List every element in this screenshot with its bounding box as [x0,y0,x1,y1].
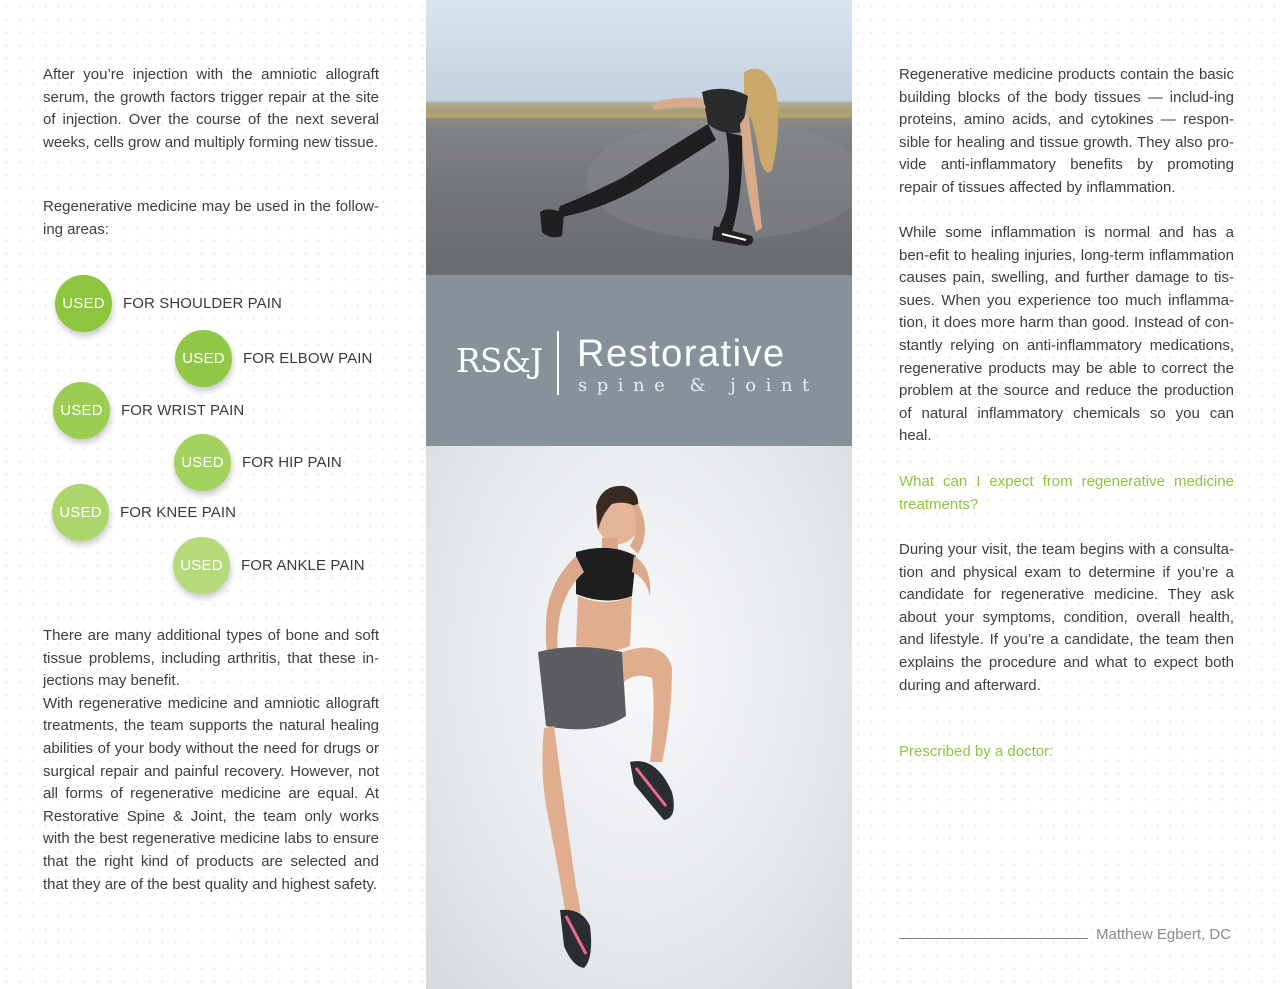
visit-paragraph: During your visit, the team begins with a consulta-tion and physical exam to determine if you’re a candidate for regenerative medicine. They ask about your symptoms, condition, overall health, and lifestyle. If you’re a candidate, the team then explains the procedure and what to expect both during and afterward. [899,541,1234,694]
lunge-photo [426,0,852,275]
faq-question: What can I expect from regenerative medicine treatments? [899,473,1234,513]
jumping-athlete-image [426,446,852,989]
additional-paragraph-2: With regenerative medicine and amniotic allograft treatments, the team supports the natural healing abilities of your body without the need for drugs or surgical repair and painful recovery. However, not all forms of regenerative medicine are equal. At Restorative Spine & Joint, the team only works with the best regenerative medicine labs to ensure that the right kind of products are selected and that they are of the best quality and highest safety. [43,694,379,893]
use-badge: USED [52,484,109,541]
use-badge: USED [174,434,231,491]
use-label: FOR WRIST PAIN [121,402,245,419]
prescribed-heading: Prescribed by a doctor: [899,743,1054,760]
use-label: FOR ANKLE PAIN [241,557,365,574]
use-label: FOR KNEE PAIN [120,504,237,521]
use-badge: USED [53,382,110,439]
brand-name: Restorative [577,333,786,375]
use-item-elbow [175,330,372,387]
use-item-ankle [173,537,365,594]
center-panel [426,0,852,989]
use-badge: USED [55,275,112,332]
additional-paragraph-1: There are many additional types of bone and soft tissue problems, including arthritis, that these in-jections may benefit. [43,627,379,690]
use-item-hip [174,434,342,491]
use-badge: USED [173,537,230,594]
use-item-wrist [53,382,244,439]
signature-line [899,938,1088,939]
use-item-knee [52,484,236,541]
inflammation-paragraph: While some inflammation is normal and has a ben-efit to healing injuries, long-term inflammation causes pain, swelling, and further damage to tis-sues. When you experience too much inflamma-tion, it does more harm than good. Instead of con-stantly relying on anti-inflammatory medications, regenerative products may be able to correct the problem at the source and reduce the production of natural inflammatory chemicals so you can heal. [899,224,1234,445]
brand-band [426,275,852,446]
logo-divider [557,331,559,395]
use-badge: USED [175,330,232,387]
brand-subtitle: spine & joint [578,375,819,396]
lunge-athlete-image [426,0,852,275]
use-label: FOR HIP PAIN [242,454,342,471]
additional-paragraphs [43,625,379,896]
use-item-shoulder [55,275,282,332]
products-paragraph: Regenerative medicine products contain the basic building blocks of the body tissues — includ-ing proteins, amino acids, and cytokines — respon-sible for healing and tissue growth. They also pro-vide anti-inflammatory benefits by promoting repair of tissues affected by inflammation. [899,66,1234,196]
intro-paragraph: After you’re injection with the amniotic allograft serum, the growth factors trigger repair at the site of injection. Over the course of the next several weeks, cells grow and multiply forming new tissue. [43,66,379,151]
areas-intro-paragraph: Regenerative medicine may be used in the follow-ing areas: [43,198,379,238]
use-label: FOR ELBOW PAIN [243,350,373,367]
jumping-photo [426,446,852,989]
logo-mark: RS&J [456,341,543,380]
use-label: FOR SHOULDER PAIN [123,295,282,312]
doctor-name: Matthew Egbert, DC [1096,926,1232,943]
left-panel [0,0,426,989]
